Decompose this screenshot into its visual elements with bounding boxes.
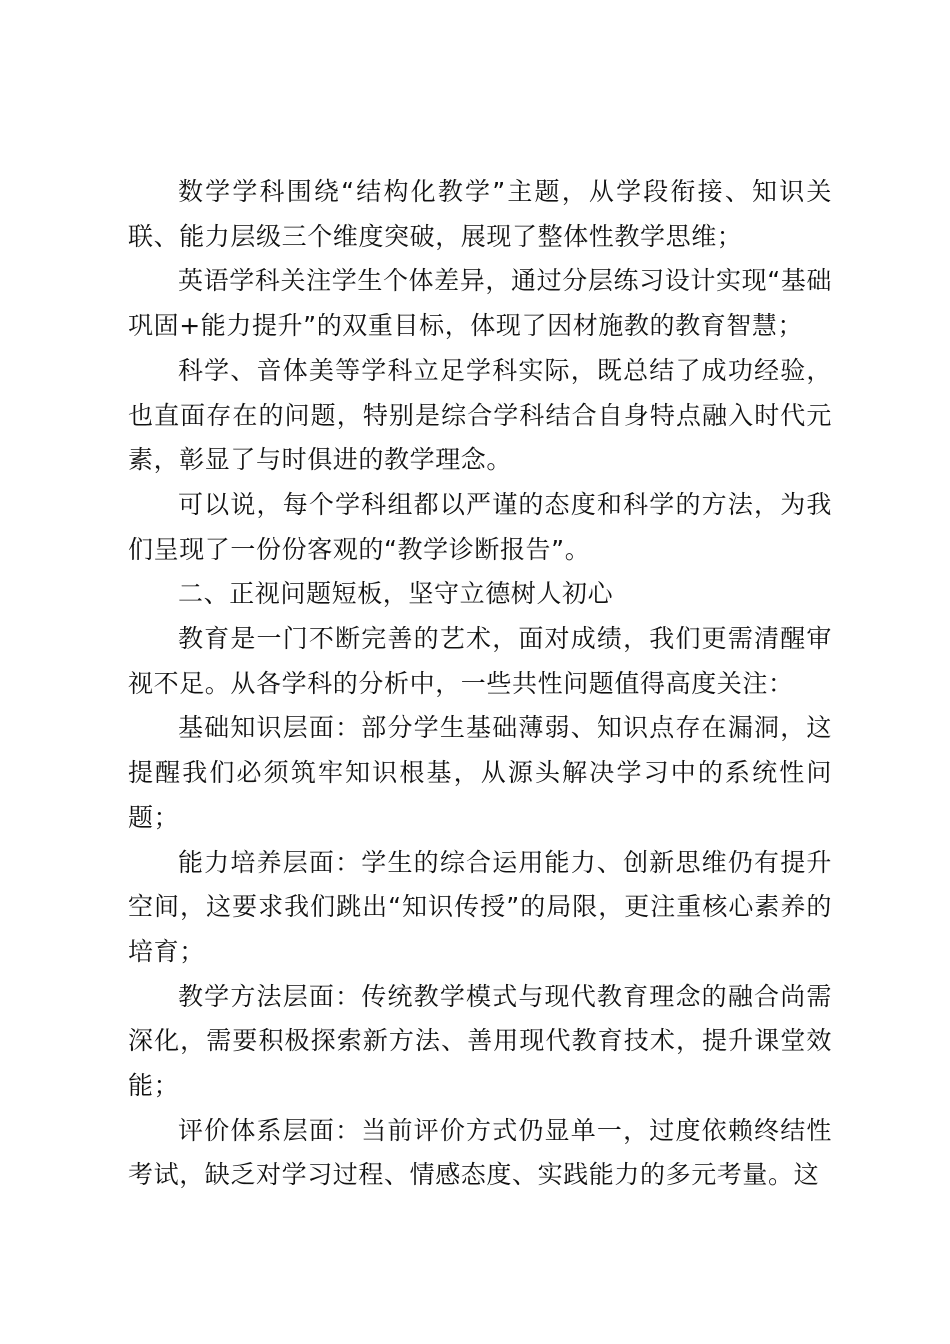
paragraph-ability: 能力培养层面：学生的综合运用能力、创新思维仍有提升空间，这要求我们跳出“知识传授”的局限，更注重核心素养的培育； (128, 847, 832, 966)
paragraph-intro-problems: 教育是一门不断完善的艺术，面对成绩，我们更需清醒审视不足。从各学科的分析中，一些共性问题值得高度关注： (128, 624, 832, 698)
paragraph-english: 英语学科关注学生个体差异，通过分层练习设计实现“基础巩固+能力提升”的双重目标，体现了因材施教的教育智慧； (128, 266, 832, 341)
paragraph-math: 数学学科围绕“结构化教学”主题，从学段衔接、知识关联、能力层级三个维度突破，展现了整体性教学思维； (128, 177, 832, 251)
paragraph-basic-knowledge: 基础知识层面：部分学生基础薄弱、知识点存在漏洞，这提醒我们必须筑牢知识根基，从源头解决学习中的系统性问题； (128, 713, 832, 832)
paragraph-science-arts: 科学、音体美等学科立足学科实际，既总结了成功经验，也直面存在的问题，特别是综合学科结合自身特点融入时代元素，彰显了与时俱进的教学理念。 (128, 355, 832, 475)
section-heading: 二、正视问题短板，坚守立德树人初心 (178, 579, 614, 609)
paragraph-summary: 可以说，每个学科组都以严谨的态度和科学的方法，为我们呈现了一份份客观的“教学诊断报告”。 (128, 489, 832, 564)
paragraph-evaluation: 评价体系层面：当前评价方式仍显单一，过度依赖终结性考试，缺乏对学习过程、情感态度、实践能力的多元考量。这 (128, 1115, 832, 1190)
document-body (128, 170, 832, 1198)
paragraph-teaching-method: 教学方法层面：传统教学模式与现代教育理念的融合尚需深化，需要积极探索新方法、善用现代教育技术，提升课堂效能； (128, 981, 832, 1101)
